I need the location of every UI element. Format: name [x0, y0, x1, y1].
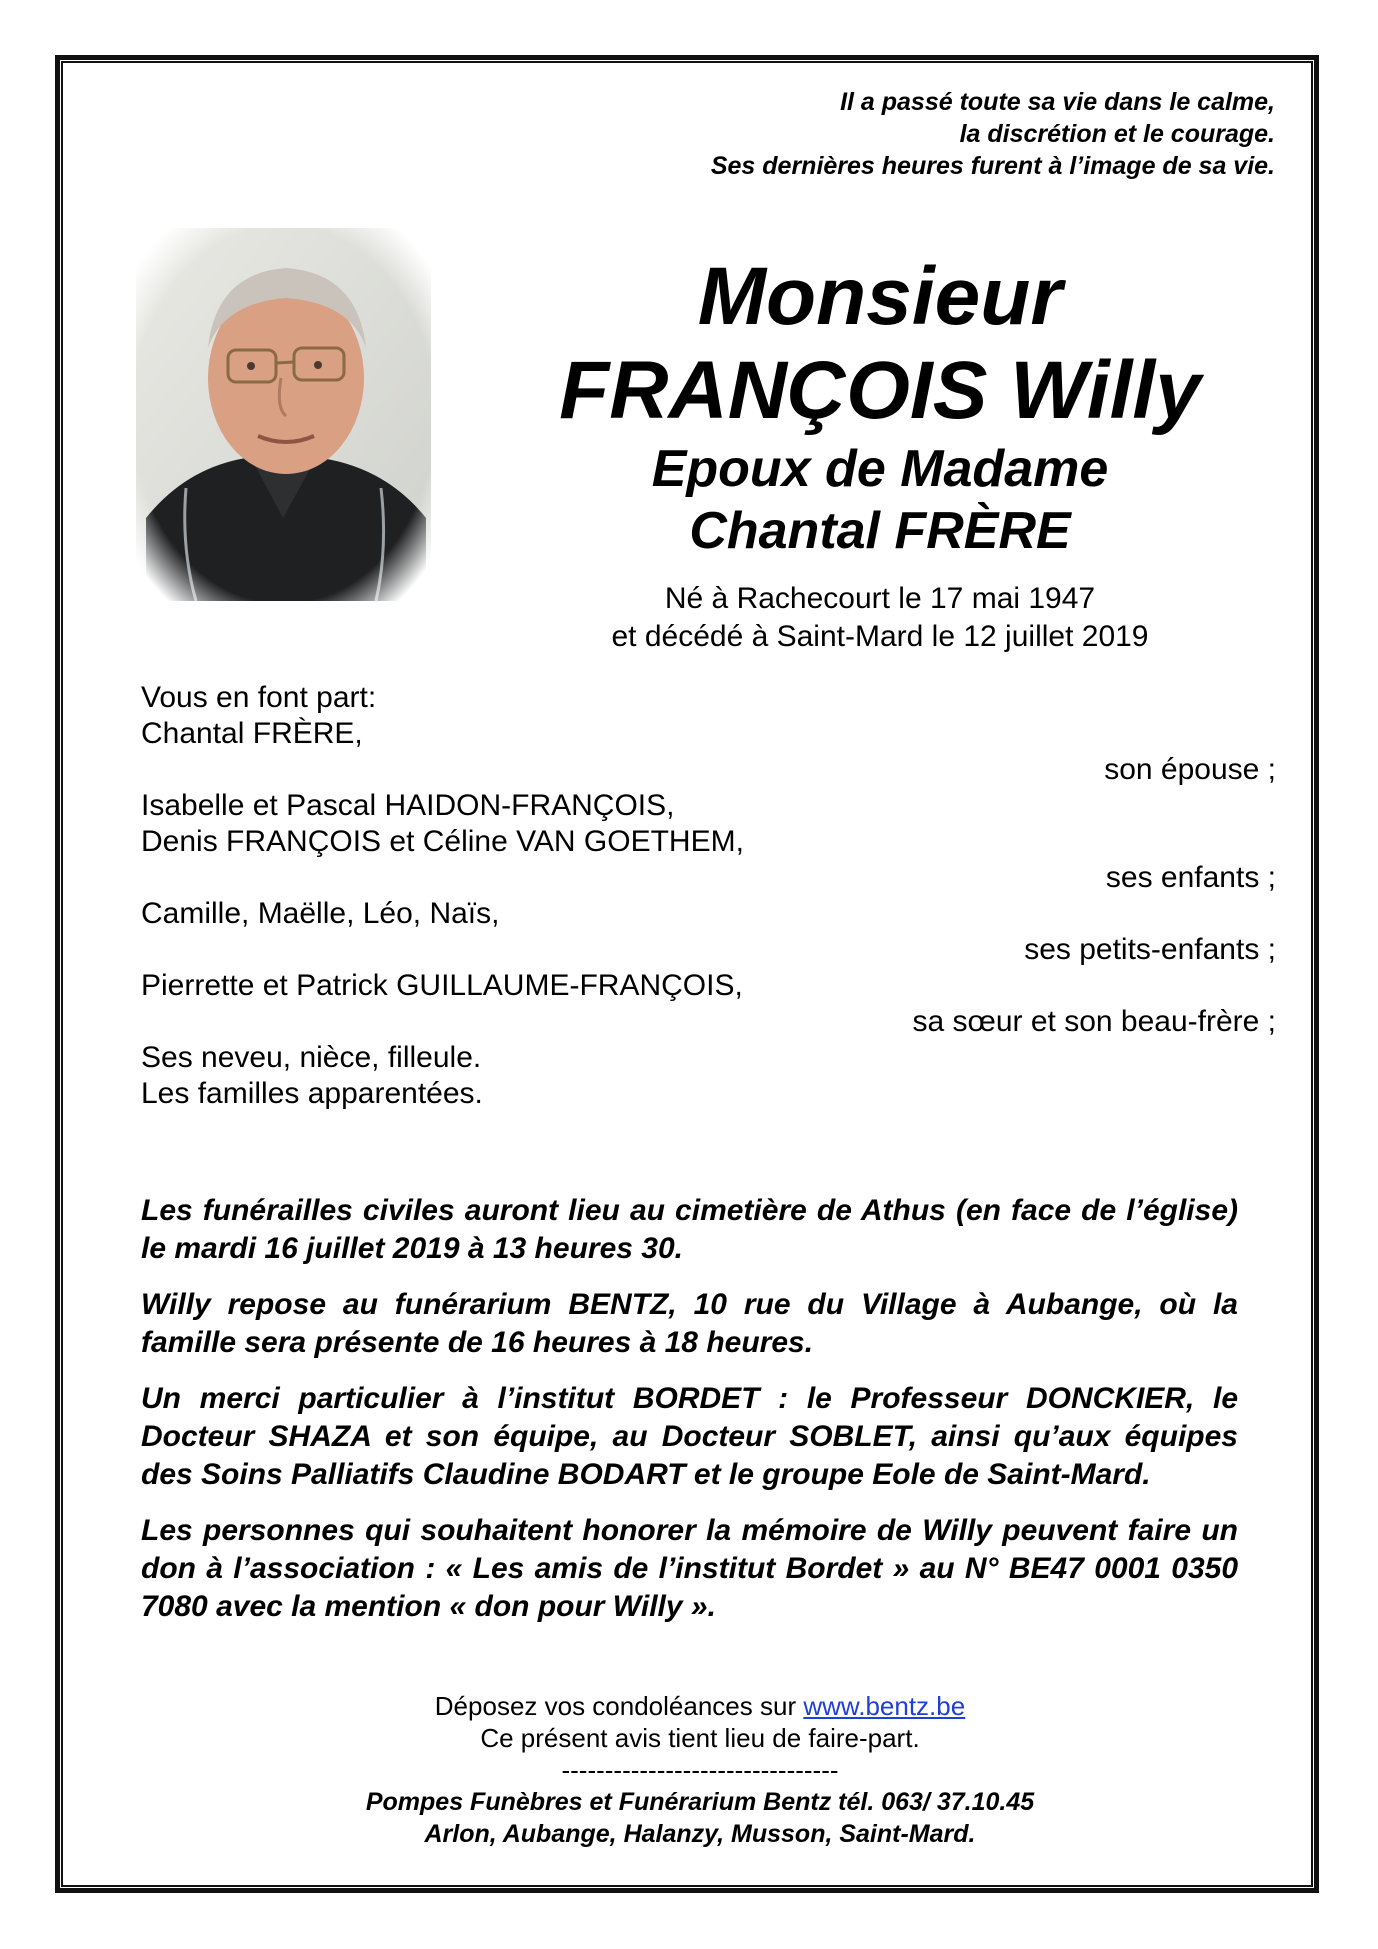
- condolences-link[interactable]: www.bentz.be: [803, 1691, 966, 1721]
- separator: --------------------------------: [561, 1755, 839, 1785]
- donation-notice: Les personnes qui souhaitent honorer la mémoire de Willy peuvent faire un don à l’association : « Les amis de l’institut Bordet » au N° BE47 0001 0350 7080 avec la mention « don pour Willy ».: [141, 1514, 1238, 1623]
- company-line: Pompes Funèbres et Funérarium Bentz tél. 063/ 37.10.45: [365, 1788, 1035, 1816]
- family-spouse-name: Chantal FRÈRE,: [141, 717, 363, 750]
- family-grandchildren: Camille, Maëlle, Léo, Naïs,: [141, 897, 500, 930]
- honorific: Monsieur: [697, 251, 1063, 342]
- spouse-line-1: Epoux de Madame: [651, 440, 1109, 498]
- condolences-text: Déposez vos condoléances sur: [434, 1691, 804, 1721]
- thanks-notice: Un merci particulier à l’institut BORDET : le Professeur DONCKIER, le Docteur SHAZA et son équipe, au Docteur SOBLET, ainsi qu’aux équipes des Soins Palliatifs Claudine BODART et le groupe Eole de Saint-Mard.: [141, 1382, 1238, 1491]
- footer: [180, 1690, 1220, 1850]
- locations-line: Arlon, Aubange, Halanzy, Musson, Saint-Mard.: [424, 1820, 976, 1848]
- funeral-notice: Les funérailles civiles auront lieu au cimetière de Athus (en face de l’église) le mardi 16 juillet 2019 à 13 heures 30.: [141, 1194, 1238, 1265]
- spouse-line-2: Chantal FRÈRE: [689, 502, 1071, 560]
- epigraph: [711, 86, 1275, 182]
- family-grandchildren-role: ses petits-enfants ;: [1024, 933, 1276, 966]
- family-others-1: Ses neveu, nièce, filleule.: [141, 1041, 482, 1074]
- family-child-1: Isabelle et Pascal HAIDON-FRANÇOIS,: [141, 789, 675, 822]
- family-others-2: Les familles apparentées.: [141, 1077, 483, 1110]
- epigraph-line-2: la discrétion et le courage.: [959, 120, 1275, 148]
- birth-line: Né à Rachecourt le 17 mai 1947: [664, 582, 1096, 615]
- family-sibling-role: sa sœur et son beau-frère ;: [912, 1005, 1276, 1038]
- portrait-image: [126, 218, 441, 611]
- family-children-role: ses enfants ;: [1105, 861, 1276, 894]
- deceased-name: FRANÇOIS Willy: [559, 345, 1201, 436]
- epigraph-line-3: Ses dernières heures furent à l’image de sa vie.: [710, 152, 1275, 180]
- condolences-line: [180, 1690, 1220, 1722]
- deceased-header: [480, 250, 1280, 562]
- family-sibling: Pierrette et Patrick GUILLAUME-FRANÇOIS,: [141, 969, 743, 1002]
- family-list: [141, 680, 1276, 1112]
- repose-notice: Willy repose au funérarium BENTZ, 10 rue du Village à Aubange, où la famille sera présente de 16 heures à 18 heures.: [141, 1288, 1238, 1359]
- notice-line: Ce présent avis tient lieu de faire-part.: [480, 1723, 920, 1753]
- family-spouse-role: son épouse ;: [1104, 753, 1276, 786]
- portrait-photo: [126, 218, 441, 611]
- death-line: et décédé à Saint-Mard le 12 juillet 2019: [611, 620, 1149, 653]
- family-intro: Vous en font part:: [141, 681, 377, 714]
- life-dates: [530, 580, 1230, 656]
- epigraph-line-1: Il a passé toute sa vie dans le calme,: [840, 88, 1275, 116]
- family-child-2: Denis FRANÇOIS et Céline VAN GOETHEM,: [141, 825, 744, 858]
